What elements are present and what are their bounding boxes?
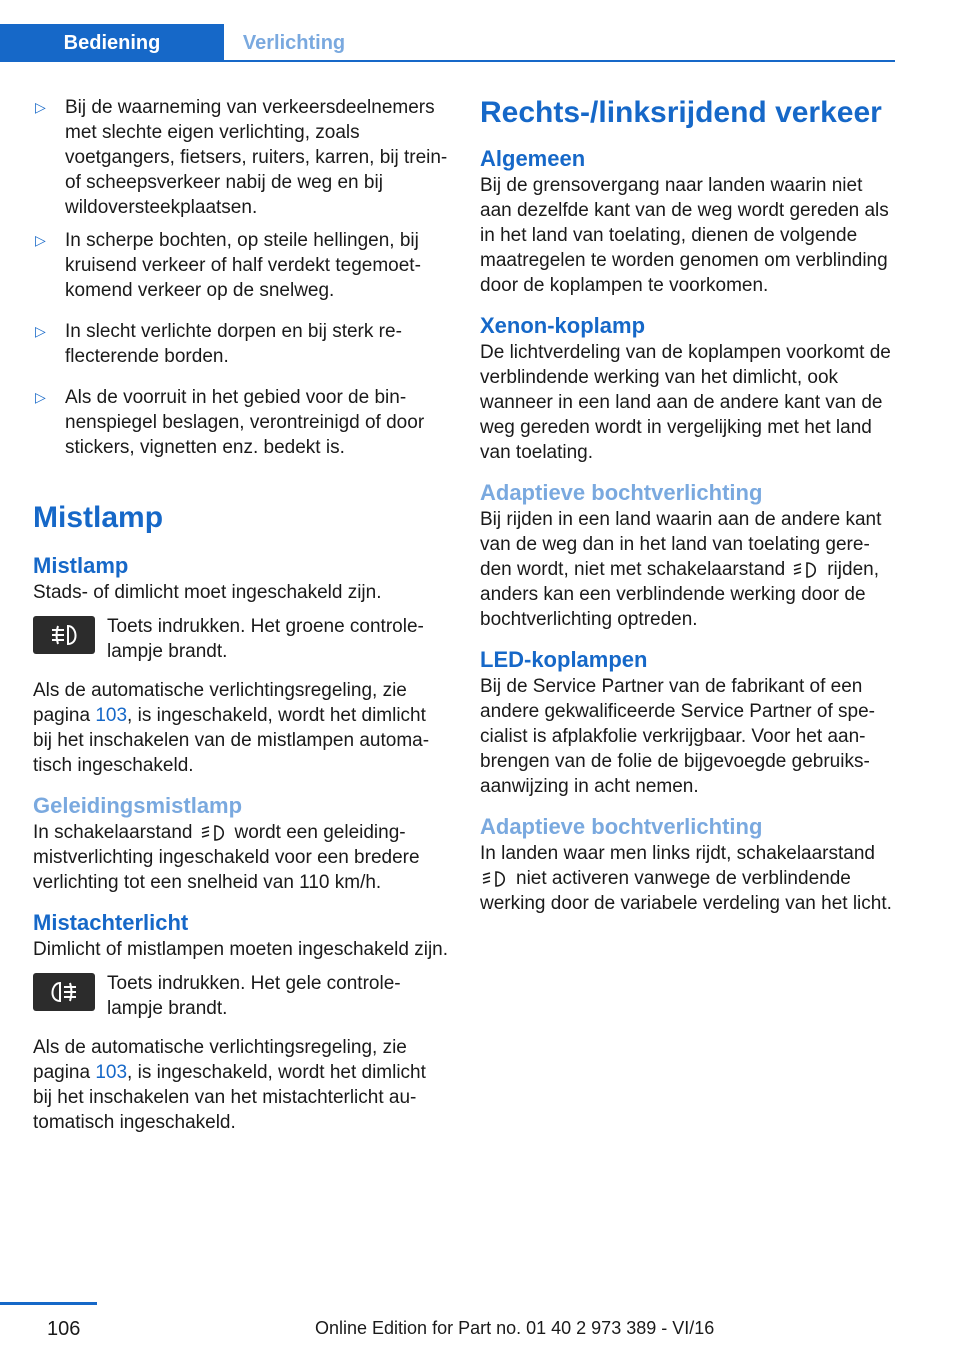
paragraph: Dimlicht of mistlampen moeten ingeschakeld zijn. xyxy=(33,939,449,960)
paragraph-text: , is ingeschakeld, wordt het dimlicht bij het inschakelen van de mistlampen automatisch ingeschakeld. xyxy=(33,705,430,776)
button-instruction xyxy=(33,971,448,1021)
spacer xyxy=(480,632,895,646)
spacer xyxy=(33,460,448,500)
paragraph xyxy=(480,507,895,632)
spacer xyxy=(480,131,895,145)
edition-info: Online Edition for Part no. 01 40 2 973 389 - VI/16 xyxy=(315,1318,715,1338)
subsection-title-algemeen: Algemeen xyxy=(480,146,586,171)
spacer xyxy=(480,298,895,312)
page-header xyxy=(0,0,895,62)
left-column xyxy=(33,95,448,1135)
paragraph-text: rijden, anders kan een verblindende werking door de bochtverlichting optreden. xyxy=(480,559,879,630)
list-item-text: In slecht verlichte dorpen en bij sterk reflecterende borden. xyxy=(65,321,402,367)
spacer xyxy=(33,303,448,319)
paragraph-text: Als de automatische verlichtingsregeling, zie pagina xyxy=(33,1037,407,1083)
automatic-headlight-icon xyxy=(480,868,510,890)
spacer xyxy=(33,895,448,909)
subsection-title-mistlamp: Mistlamp xyxy=(33,553,129,578)
rear-fog-lamp-button xyxy=(33,973,95,1011)
spacer xyxy=(480,799,895,813)
paragraph xyxy=(33,820,448,895)
subsection-title-adaptief-2: Adaptieve bochtverlichting xyxy=(480,814,763,839)
page-link[interactable]: 103 xyxy=(95,1062,128,1083)
paragraph xyxy=(480,841,895,916)
list-item xyxy=(33,228,448,303)
section-title-verkeer: Rechts-/linksrijdend verkeer xyxy=(480,96,882,129)
button-instruction-text: Toets indrukken. Het groene controlelampje brandt. xyxy=(107,616,424,662)
list-item xyxy=(33,385,448,460)
list-item-text: Als de voorruit in het gebied voor de binnenspiegel beslagen, verontreinigd of door stickers, vignetten enz. bedekt is. xyxy=(65,387,425,458)
spacer xyxy=(33,369,448,385)
spacer xyxy=(33,664,448,678)
spacer xyxy=(480,465,895,479)
subsection-title-adaptief-1: Adaptieve bochtverlichting xyxy=(480,480,763,505)
paragraph-text: In schakelaarstand xyxy=(33,822,193,843)
tab-bediening: Bediening xyxy=(0,24,224,62)
paragraph-text: In landen waar men links rijdt, schakelaarstand xyxy=(480,843,875,864)
spacer xyxy=(33,1021,448,1035)
triangle-right-icon: ▷ xyxy=(35,99,46,115)
paragraph: De lichtverdeling van de koplampen voorkomt de verblindende werking van het dimlicht, ook wanneer in een land aan de andere kant van de weg gereden wordt in vergelijking met het land van toelating. xyxy=(480,342,891,463)
page-link[interactable]: 103 xyxy=(95,705,128,726)
section-title-mistlamp: Mistlamp xyxy=(33,501,164,534)
list-item-text: In scherpe bochten, op steile hellingen, bij kruisend verkeer of half verdekt tegemoetkomend verkeer op de snelweg. xyxy=(65,230,421,301)
subsection-title-geleidingsmistlamp: Geleidingsmistlamp xyxy=(33,793,243,818)
front-fog-lamp-button xyxy=(33,616,95,654)
paragraph-text: , is ingeschakeld, wordt het dimlicht bij het inschakelen van het mistachterlicht automatisch ingeschakeld. xyxy=(33,1062,426,1133)
button-instruction xyxy=(33,614,448,664)
button-instruction-text: Toets indrukken. Het gele controlelampje brandt. xyxy=(107,973,401,1019)
list-item xyxy=(33,95,448,220)
subsection-title-xenon: Xenon-koplamp xyxy=(480,313,646,338)
paragraph-text: niet activeren vanwege de verblindende werking door de variabele verdeling van het licht. xyxy=(480,868,892,914)
automatic-headlight-icon xyxy=(791,559,821,581)
footer-divider xyxy=(0,1302,97,1305)
triangle-right-icon: ▷ xyxy=(35,232,46,248)
paragraph: Bij de Service Partner van de fabrikant of een andere gekwalificeerde Service Partner of specialist is afplakfolie verkrijgbaar. Voor het aanbrengen van de folie de bijgevoegde gebruiksaanwijzing in acht nemen. xyxy=(480,676,875,797)
subsection-title-led: LED-koplampen xyxy=(480,647,648,672)
paragraph: Stads- of dimlicht moet ingeschakeld zijn. xyxy=(33,582,382,603)
triangle-right-icon: ▷ xyxy=(35,323,46,339)
list-item xyxy=(33,319,448,369)
page-number: 106 xyxy=(47,1318,81,1340)
triangle-right-icon: ▷ xyxy=(35,389,46,405)
automatic-headlight-icon xyxy=(199,822,229,844)
spacer xyxy=(33,536,448,552)
paragraph-text: wordt een geleidingmistverlichting ingeschakeld voor een bredere verlichting tot een snelheid van 110 km/h. xyxy=(33,822,420,893)
spacer xyxy=(33,778,448,792)
paragraph xyxy=(33,678,448,778)
front-fog-lamp-icon xyxy=(44,622,84,648)
paragraph: Bij de grensovergang naar landen waarin niet aan dezelfde kant van de weg wordt gereden als in het land van toelating, dienen de volgende maatregelen te worden genomen om verblinding door de koplampen te voorkomen. xyxy=(480,175,889,296)
subsection-title-mistachterlicht: Mistachterlicht xyxy=(33,910,189,935)
tab-verlichting: Verlichting xyxy=(242,31,346,54)
header-divider xyxy=(0,60,895,62)
paragraph xyxy=(33,1035,448,1135)
paragraph-text: Als de automatische verlichtingsregeling, zie pagina xyxy=(33,680,407,726)
right-column xyxy=(480,95,895,916)
rear-fog-lamp-icon xyxy=(44,979,84,1005)
paragraph-text: Bij rijden in een land waarin aan de andere kant van de weg dan in het land van toelating gereden wordt, niet met schakelaarstand xyxy=(480,509,882,580)
list-item-text: Bij de waarneming van verkeersdeelnemers met slechte eigen verlichting, zoals voetgangers, fietsers, ruiters, karren, bij trein- of scheepsverkeer nabij de weg en bij wildoversteekplaatsen. xyxy=(65,97,448,218)
